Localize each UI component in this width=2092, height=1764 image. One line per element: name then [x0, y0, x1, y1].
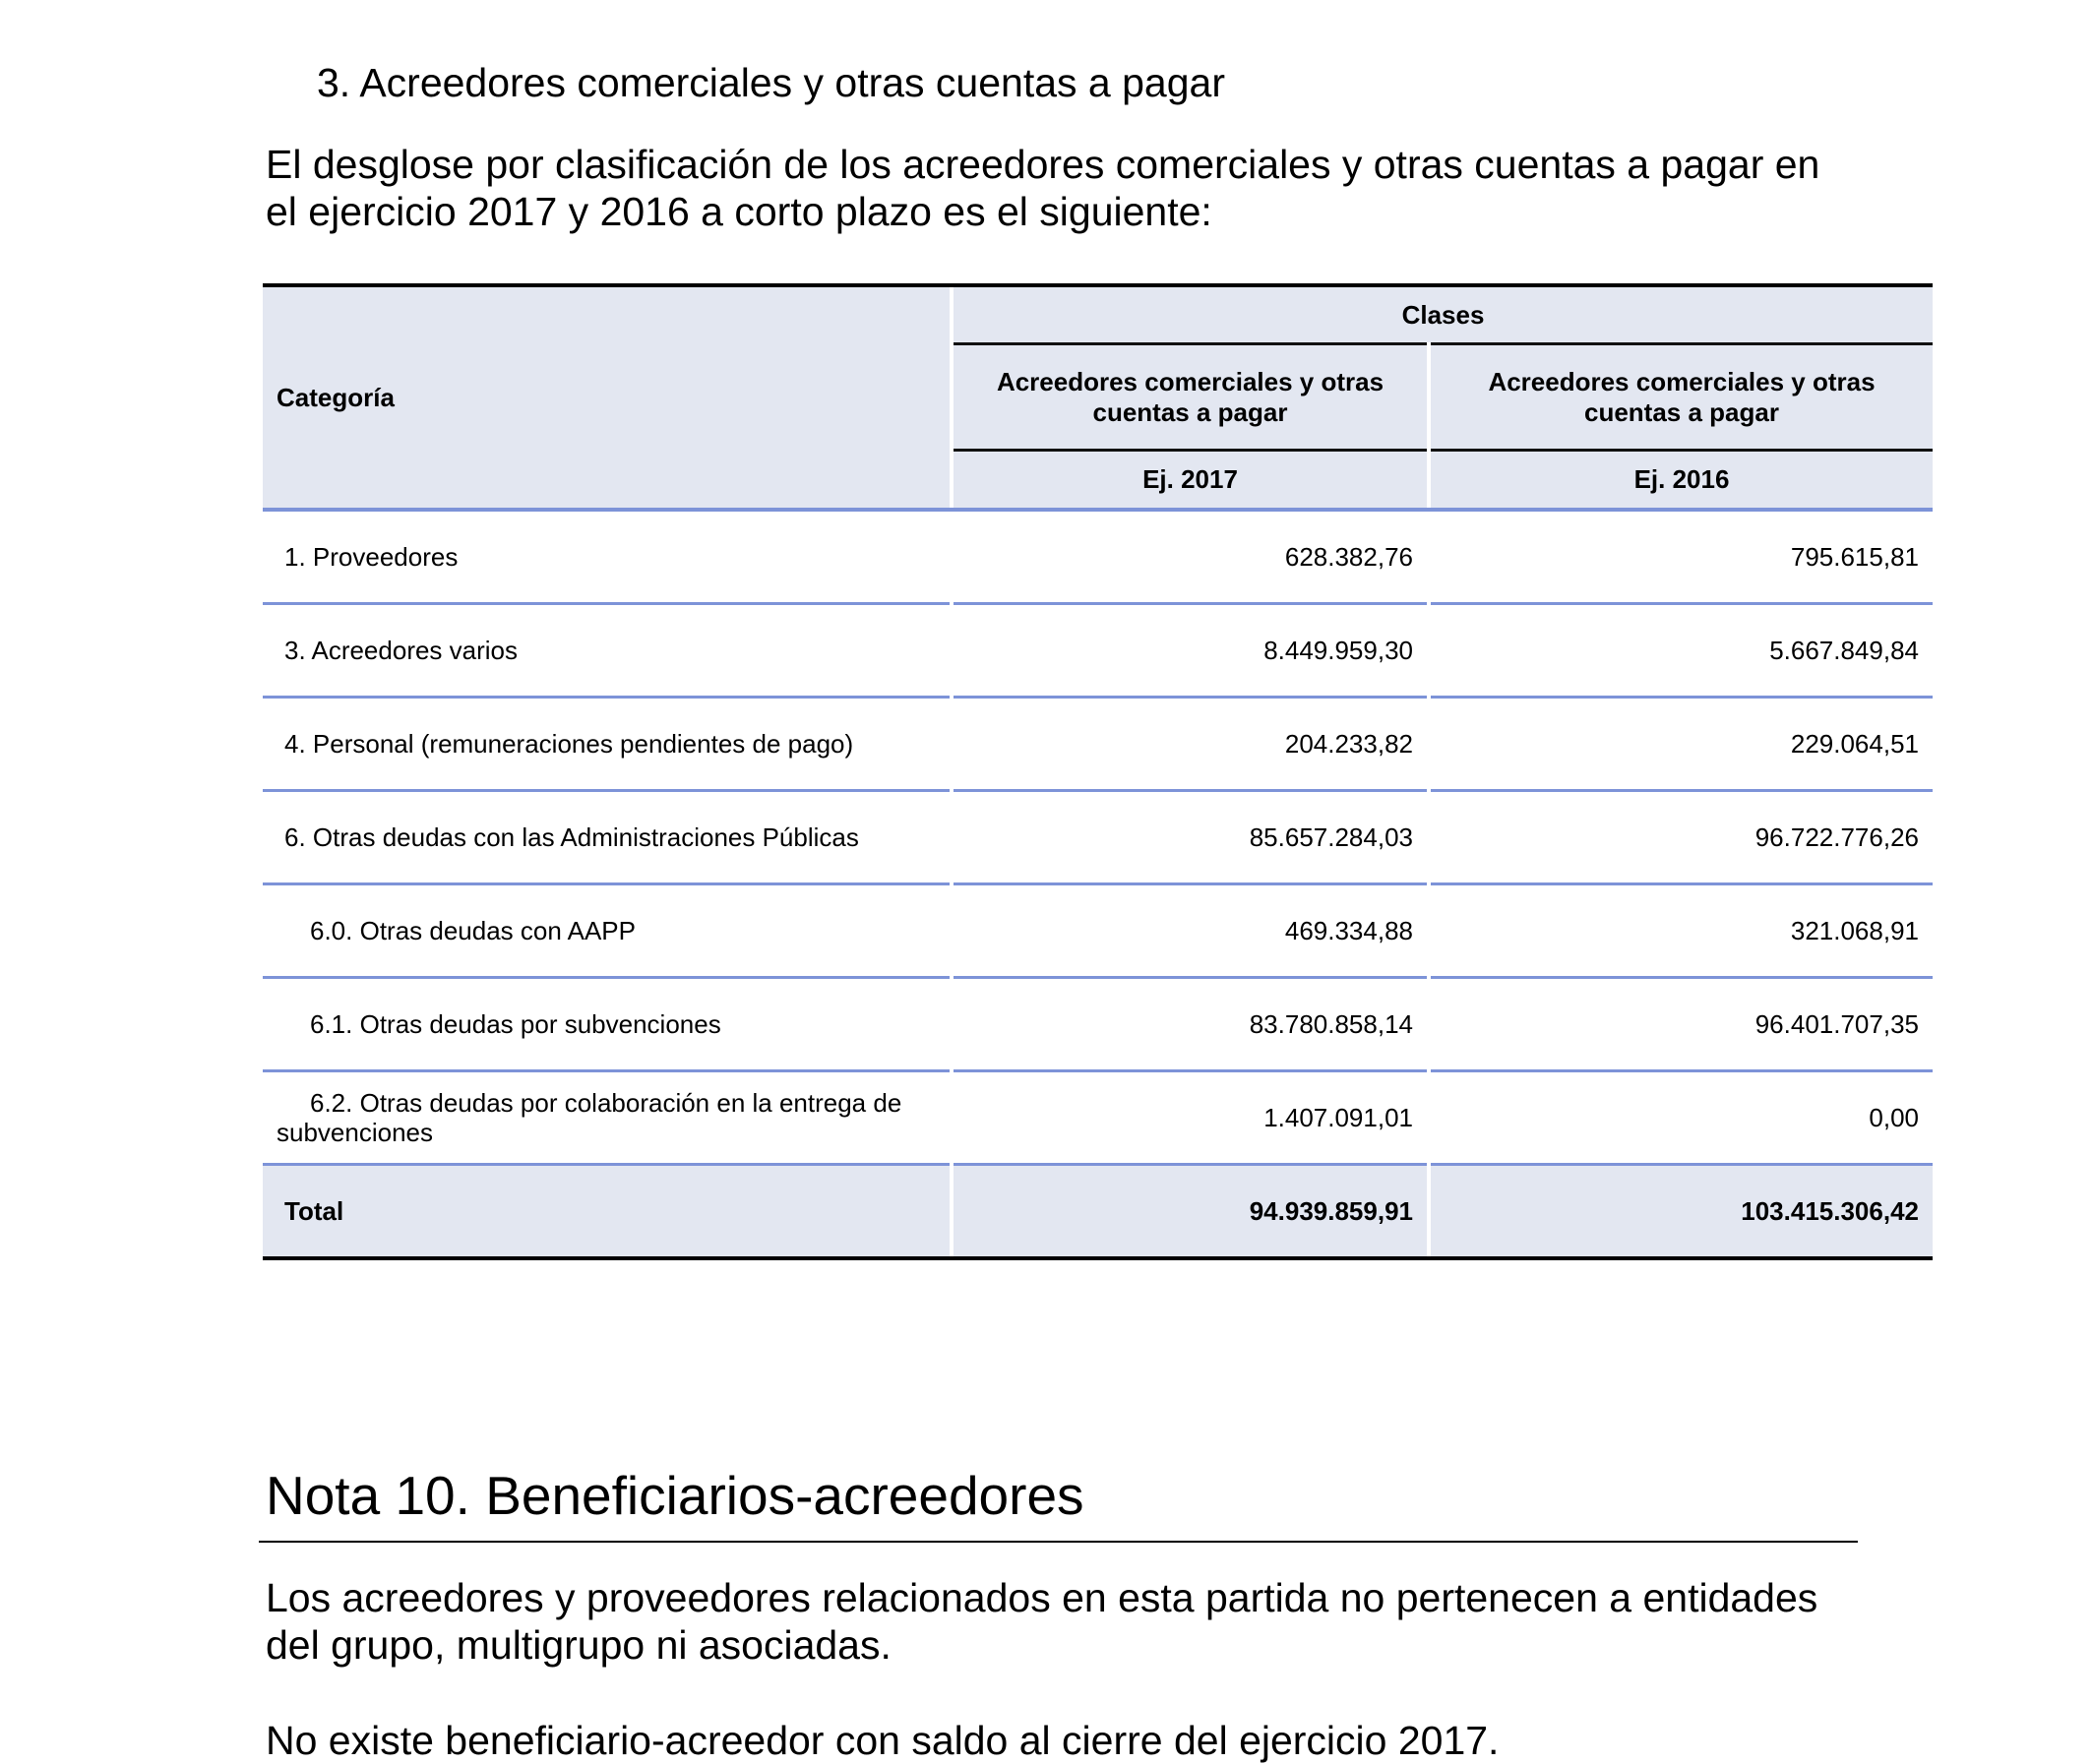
row-value-2016: 0,00: [1429, 1071, 1933, 1165]
header-col2-title: Acreedores comerciales y otras cuentas a pagar: [1429, 344, 1933, 451]
row-label: 1. Proveedores: [263, 510, 952, 604]
row-value-2017: 83.780.858,14: [952, 978, 1429, 1071]
total-value-2016: 103.415.306,42: [1429, 1165, 1933, 1259]
row-value-2017: 469.334,88: [952, 884, 1429, 978]
table-row: [263, 978, 1933, 1071]
row-label: 6.2. Otras deudas por colaboración en la entrega de subvenciones: [263, 1071, 952, 1165]
row-value-2016: 96.722.776,26: [1429, 791, 1933, 884]
row-label: 6.1. Otras deudas por subvenciones: [263, 978, 952, 1071]
nota-paragraph-2: No existe beneficiario-acreedor con saldo al cierre del ejercicio 2017.: [266, 1718, 1500, 1763]
row-value-2016: 96.401.707,35: [1429, 978, 1933, 1071]
header-year-2016: Ej. 2016: [1429, 451, 1933, 511]
header-clases: Clases: [952, 285, 1933, 344]
row-value-2016: 5.667.849,84: [1429, 604, 1933, 698]
row-value-2016: 795.615,81: [1429, 510, 1933, 604]
header-categoria: Categoría: [263, 285, 952, 510]
intro-line-1: El desglose por clasificación de los acreedores comerciales y otras cuentas a pagar en: [266, 142, 1820, 187]
row-label: 6. Otras deudas con las Administraciones Públicas: [263, 791, 952, 884]
total-row: [263, 1165, 1933, 1259]
total-value-2017: 94.939.859,91: [952, 1165, 1429, 1259]
creditors-table: [263, 283, 1933, 1260]
table-row: [263, 884, 1933, 978]
row-value-2016: 321.068,91: [1429, 884, 1933, 978]
row-label: 4. Personal (remuneraciones pendientes de pago): [263, 698, 952, 791]
para1-line-2: del grupo, multigrupo ni asociadas.: [266, 1622, 892, 1668]
row-value-2017: 85.657.284,03: [952, 791, 1429, 884]
row-value-2017: 204.233,82: [952, 698, 1429, 791]
table-row: [263, 604, 1933, 698]
row-value-2017: 1.407.091,01: [952, 1071, 1429, 1165]
nota-heading: Nota 10. Beneficiarios-acreedores: [266, 1465, 1084, 1526]
total-label: Total: [263, 1165, 952, 1259]
table-row: [263, 698, 1933, 791]
para1-line-1: Los acreedores y proveedores relacionados en esta partida no pertenecen a entidades: [266, 1575, 1818, 1620]
table-row: [263, 510, 1933, 604]
header-year-2017: Ej. 2017: [952, 451, 1429, 511]
intro-line-2: el ejercicio 2017 y 2016 a corto plazo es el siguiente:: [266, 189, 1212, 234]
row-value-2017: 628.382,76: [952, 510, 1429, 604]
table-row: [263, 791, 1933, 884]
row-value-2017: 8.449.959,30: [952, 604, 1429, 698]
row-label: 3. Acreedores varios: [263, 604, 952, 698]
section-subheading: 3. Acreedores comerciales y otras cuentas a pagar: [317, 60, 1225, 105]
table-row: [263, 1071, 1933, 1165]
heading-divider: [259, 1541, 1858, 1543]
row-value-2016: 229.064,51: [1429, 698, 1933, 791]
header-col1-title: Acreedores comerciales y otras cuentas a pagar: [952, 344, 1429, 451]
row-label: 6.0. Otras deudas con AAPP: [263, 884, 952, 978]
nota-paragraph-1: [266, 1574, 1817, 1669]
intro-paragraph: [266, 141, 1879, 235]
